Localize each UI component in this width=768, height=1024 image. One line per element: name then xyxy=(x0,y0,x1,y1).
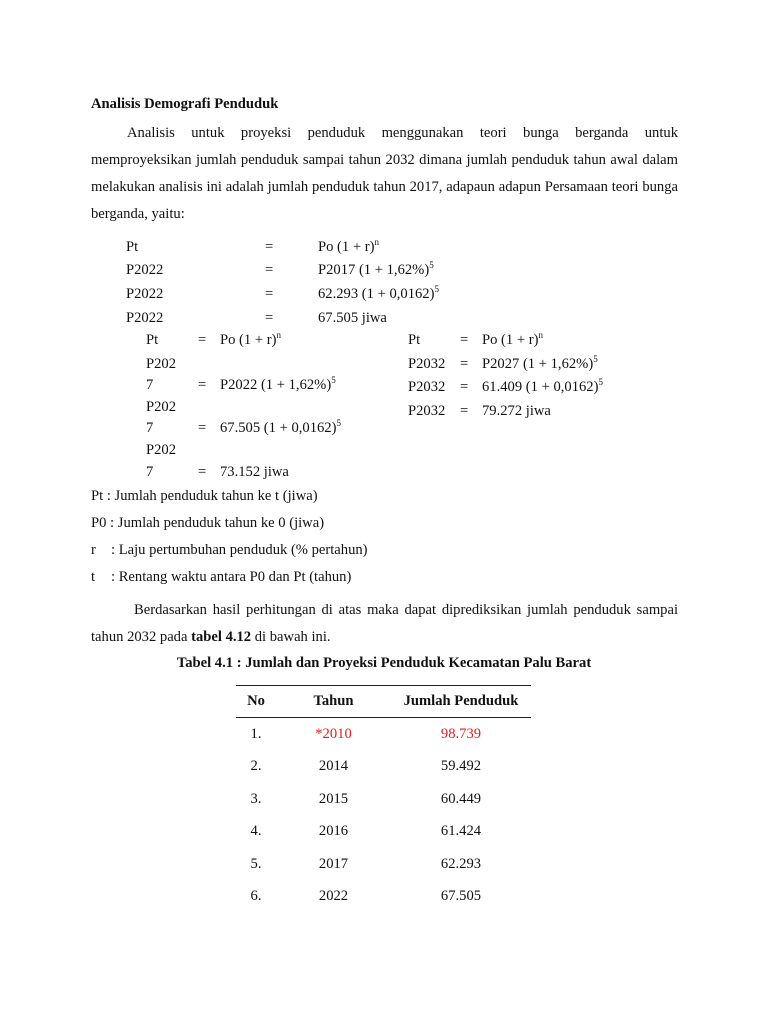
equation-lhs-part2: 7 xyxy=(146,464,154,480)
equation-equals: = xyxy=(460,379,469,395)
cell-year: 2015 xyxy=(318,790,349,807)
cell-no: 1. xyxy=(250,725,262,742)
equation-equals: = xyxy=(198,464,207,480)
equation-exponent: 5 xyxy=(331,375,336,385)
equation-exponent: n xyxy=(374,237,379,247)
equation-rhs: 79.272 jiwa xyxy=(482,403,551,419)
cell-no: 4. xyxy=(250,823,262,840)
equation-rhs-text: 61.409 (1 + 0,0162) xyxy=(482,379,599,395)
table-reference: tabel 4.12 xyxy=(191,629,252,645)
equation-lhs-part1: P202 xyxy=(146,442,177,458)
table-row xyxy=(236,848,531,881)
header-population: Jumlah Penduduk xyxy=(391,686,531,718)
table-row xyxy=(236,783,531,816)
definition-text: P0 : Jumlah penduduk tahun ke 0 (jiwa) xyxy=(91,515,325,531)
cell-population: 62.293 xyxy=(440,855,482,872)
equation-exponent: 5 xyxy=(598,377,603,387)
definition-symbol: t xyxy=(91,569,96,585)
equation-rhs-text: Po (1 + r) xyxy=(318,239,375,255)
cell-year: 2017 xyxy=(318,855,349,872)
equation-lhs-part2: 7 xyxy=(146,377,154,393)
equation-rhs: 73.152 jiwa xyxy=(220,464,289,480)
intro-text: Analisis untuk proyeksi penduduk menggunakan teori bunga berganda untuk memproyeksikan jumlah penduduk sampai tahun 2032 dimana jumlah penduduk tahun awal dalam melakukan analisis ini adalah jumlah penduduk tahun 2017, adapaun adapun Persamaan teori bunga berganda, yaitu: xyxy=(91,125,678,222)
equation-exponent: n xyxy=(276,330,281,340)
definition-text: : Rentang waktu antara P0 dan Pt (tahun) xyxy=(111,569,352,585)
equation-lhs: Pt xyxy=(126,239,139,255)
equation-lhs-part2: 7 xyxy=(146,420,154,436)
cell-year: *2010 xyxy=(315,725,352,742)
table-row xyxy=(236,718,531,751)
cell-population: 61.424 xyxy=(440,823,482,840)
conclusion-text: Berdasarkan hasil perhitungan di atas maka dapat diprediksikan jumlah penduduk sampai tahun 2032 pada xyxy=(91,602,678,645)
cell-population: 59.492 xyxy=(440,758,482,775)
equation-rhs xyxy=(220,377,336,394)
equation-equals: = xyxy=(460,356,469,372)
header-year: Tahun xyxy=(276,686,391,718)
cell-population: 98.739 xyxy=(440,725,482,742)
equation-equals: = xyxy=(460,403,469,419)
cell-no: 5. xyxy=(250,855,262,872)
cell-no: 6. xyxy=(250,888,262,905)
equation-rhs-text: P2027 (1 + 1,62%) xyxy=(482,356,594,372)
equation-equals: = xyxy=(265,239,274,255)
cell-population: 67.505 xyxy=(440,888,482,905)
equation-lhs: Pt xyxy=(408,332,421,348)
equation-rhs xyxy=(482,332,543,349)
equation-rhs xyxy=(318,286,439,303)
equation-lhs: P2022 xyxy=(126,262,164,278)
equation-equals: = xyxy=(265,286,274,302)
population-table xyxy=(236,685,531,913)
cell-year: 2022 xyxy=(318,888,349,905)
equation-rhs-text: Po (1 + r) xyxy=(482,332,539,348)
cell-no: 2. xyxy=(250,758,262,775)
equation-equals: = xyxy=(460,332,469,348)
equation-rhs-text: P2017 (1 + 1,62%) xyxy=(318,262,430,278)
equation-lhs: Pt xyxy=(146,332,159,348)
header-no: No xyxy=(236,686,276,718)
equation-rhs xyxy=(482,379,603,396)
definition-symbol: r xyxy=(91,542,96,558)
cell-year: 2014 xyxy=(318,758,349,775)
equation-exponent: 5 xyxy=(593,354,598,364)
cell-year: 2016 xyxy=(318,823,349,840)
equation-lhs: P2022 xyxy=(126,286,164,302)
equation-rhs: 67.505 jiwa xyxy=(318,310,387,326)
equation-exponent: n xyxy=(538,330,543,340)
equation-lhs: P2032 xyxy=(408,356,446,372)
table-header-row xyxy=(236,686,531,718)
equation-rhs xyxy=(482,356,598,373)
section-title: Analisis Demografi Penduduk xyxy=(91,96,279,112)
equation-rhs-text: 67.505 (1 + 0,0162) xyxy=(220,420,337,436)
equation-lhs: P2022 xyxy=(126,310,164,326)
equation-lhs: P2032 xyxy=(408,403,446,419)
definition-text: Pt : Jumlah penduduk tahun ke t (jiwa) xyxy=(91,488,318,504)
table-row xyxy=(236,881,531,914)
definition-text: : Laju pertumbuhan penduduk (% pertahun) xyxy=(111,542,368,558)
equation-lhs-part1: P202 xyxy=(146,356,177,372)
table-row xyxy=(236,751,531,784)
conclusion-suffix: di bawah ini. xyxy=(251,629,331,645)
conclusion-paragraph xyxy=(91,597,678,651)
equation-exponent: 5 xyxy=(336,418,341,428)
equation-rhs-text: Po (1 + r) xyxy=(220,332,277,348)
equation-exponent: 5 xyxy=(429,260,434,270)
equation-rhs xyxy=(220,332,281,349)
intro-paragraph xyxy=(91,120,678,228)
equation-rhs-text: 62.293 (1 + 0,0162) xyxy=(318,286,435,302)
equation-lhs-part1: P202 xyxy=(146,399,177,415)
equation-rhs-text: P2022 (1 + 1,62%) xyxy=(220,377,332,393)
cell-no: 3. xyxy=(250,790,262,807)
equation-exponent: 5 xyxy=(434,284,439,294)
cell-population: 60.449 xyxy=(440,790,482,807)
table-caption: Tabel 4.1 : Jumlah dan Proyeksi Penduduk Kecamatan Palu Barat xyxy=(176,655,592,671)
equation-equals: = xyxy=(265,262,274,278)
equation-rhs xyxy=(318,239,379,256)
equation-equals: = xyxy=(198,332,207,348)
table-row xyxy=(236,816,531,849)
equation-equals: = xyxy=(265,310,274,326)
equation-rhs xyxy=(318,262,434,279)
equation-equals: = xyxy=(198,420,207,436)
equation-lhs: P2032 xyxy=(408,379,446,395)
table-body xyxy=(236,718,531,914)
equation-equals: = xyxy=(198,377,207,393)
equation-rhs xyxy=(220,420,341,437)
